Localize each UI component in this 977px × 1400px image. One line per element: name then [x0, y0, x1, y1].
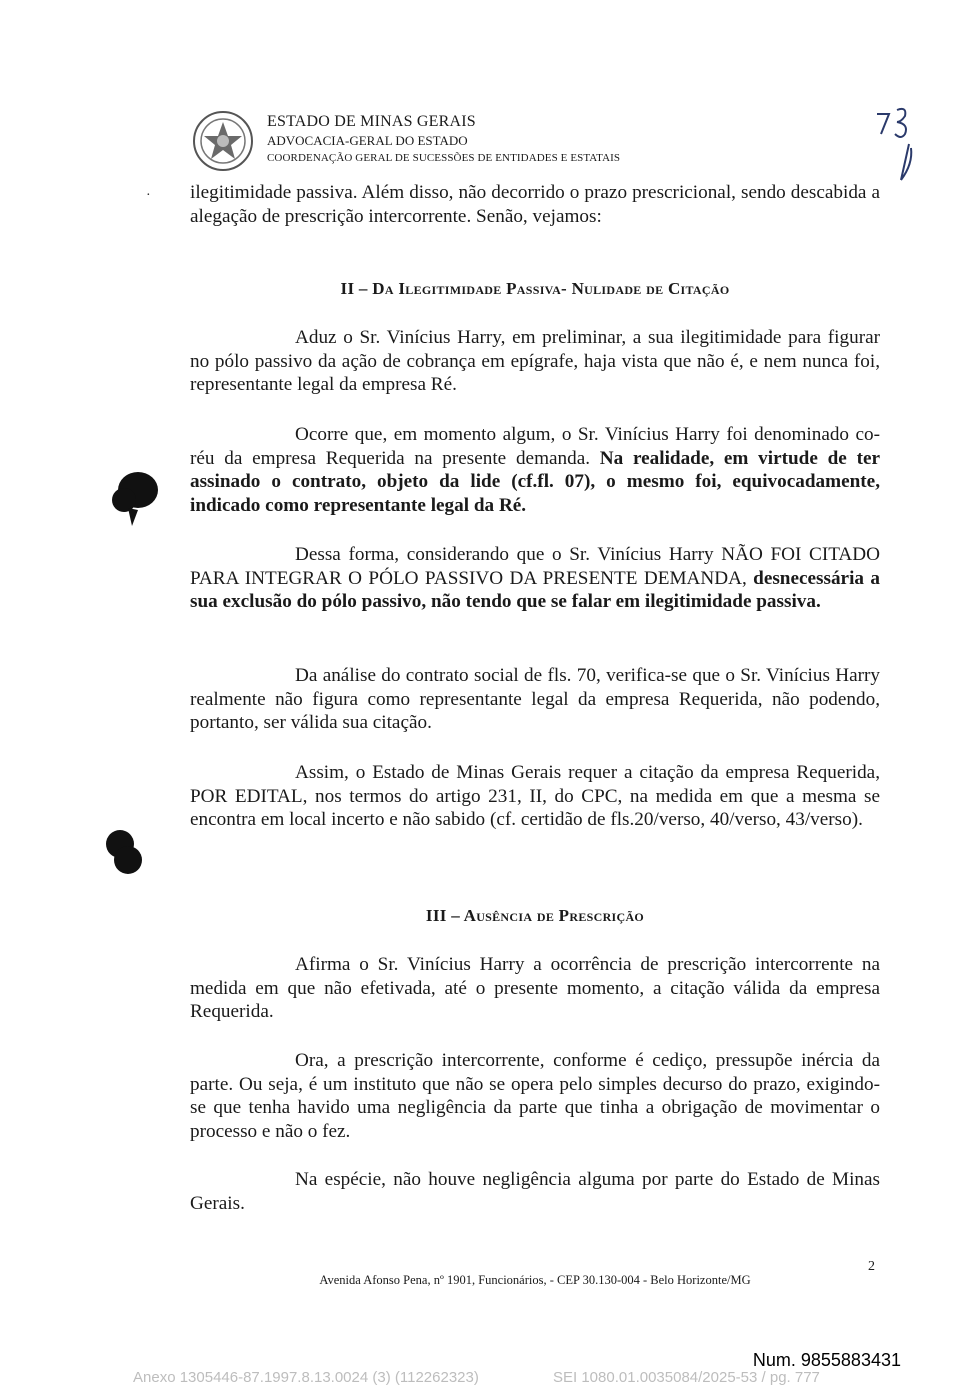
section-iii-heading: III – Ausência de Prescrição: [425, 906, 645, 925]
intro-paragraph: ilegitimidade passiva. Além disso, não decorrido o prazo prescricional, sendo descabida a alegação de prescrição intercorrente. Senão, vejamos:: [190, 182, 880, 227]
paragraph-2-text: Ocorre que, em momento algum, o Sr. Vinícius Harry foi denominado co-réu da empresa Requerida na presente demanda.: [190, 424, 880, 469]
paragraph-7: Ora, a prescrição intercorrente, conforme é cediço, pressupõe inércia da parte. Ou seja, é um instituto que não se opera pelo simples decurso do prazo, exigindo-se que tenha havido uma negligência da parte que tinha a obrigação de movimentar o processo e não o fez.: [190, 1050, 880, 1142]
letterhead-state: ESTADO DE MINAS GERAIS: [267, 113, 476, 130]
handwritten-page-mark: [873, 104, 933, 184]
paragraph-3: [190, 543, 880, 614]
paragraph-4: Da análise do contrato social de fls. 70, verifica-se que o Sr. Vinícius Harry realmente não figura como representante legal da empresa Requerida, não podendo, portanto, ser válida sua citação.: [190, 665, 880, 733]
paragraph-6: Afirma o Sr. Vinícius Harry a ocorrência de prescrição intercorrente na medida em que não efetivada, até o presente momento, a citação válida da empresa Requerida.: [190, 954, 880, 1022]
letterhead-agency: ADVOCACIA-GERAL DO ESTADO: [267, 133, 468, 148]
anexo-reference: Anexo 1305446-87.1997.8.13.0024 (3) (112262323): [133, 1369, 479, 1386]
binder-hole-mark: [104, 828, 144, 876]
sei-reference: SEI 1080.01.0035084/2025-53 / pg. 777: [553, 1369, 820, 1386]
paragraph-2-bold-text: Na realidade, em virtude de ter assinado o contrato, objeto da lide (cf.fl. 07), o mesmo foi, equivocadamente, indicado como representante legal da Ré.: [190, 447, 880, 516]
margin-mark: ·: [146, 188, 151, 203]
paragraph-1: Aduz o Sr. Vinícius Harry, em preliminar, a sua ilegitimidade para figurar no pólo passivo da ação de cobrança em epígrafe, haja vista que não é, e nem nunca foi, representante legal da empresa Ré.: [190, 327, 880, 395]
section-ii-heading: II – Da Ilegitimidade Passiva- Nulidade de Citação: [340, 279, 730, 298]
paragraph-8: Na espécie, não houve negligência alguma por parte do Estado de Minas Gerais.: [190, 1169, 880, 1214]
document-number: Num. 9855883431: [752, 1350, 901, 1370]
paragraph-3-text: Dessa forma, considerando que o Sr. Vinícius Harry NÃO FOI CITADO PARA INTEGRAR O PÓLO PASSIVO DA PRESENTE DEMANDA,: [190, 544, 880, 589]
footer-address: Avenida Afonso Pena, nº 1901, Funcionários, - CEP 30.130-004 - Belo Horizonte/MG: [319, 1273, 751, 1287]
letterhead: [267, 112, 620, 166]
binder-hole-mark: [110, 470, 162, 528]
state-coat-of-arms-icon: [192, 110, 254, 172]
page-number: 2: [868, 1259, 875, 1274]
paragraph-5: Assim, o Estado de Minas Gerais requer a citação da empresa Requerida, POR EDITAL, nos termos do artigo 231, II, do CPC, na medida em que a mesma se encontra em local incerto e não sabido (cf. certidão de fls.20/verso, 40/verso, 43/verso).: [190, 762, 880, 830]
paragraph-3-bold-text: desnecessária a sua exclusão do pólo passivo, não tendo que se falar em ilegitimidade passiva.: [190, 567, 880, 612]
paragraph-2: [190, 423, 880, 517]
letterhead-department: COORDENAÇÃO GERAL DE SUCESSÕES DE ENTIDADES E ESTATAIS: [267, 152, 621, 164]
